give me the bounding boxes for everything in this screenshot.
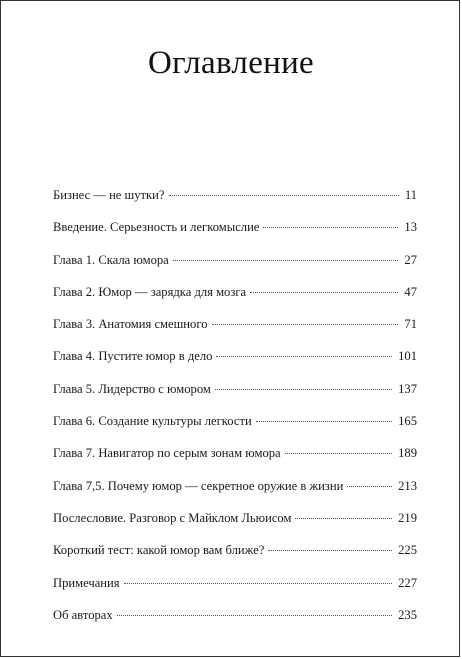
toc-entry-title: Короткий тест: какой юмор вам ближе? bbox=[53, 543, 265, 558]
toc-entry[interactable] bbox=[53, 443, 417, 475]
toc-entry-page-number: 235 bbox=[398, 607, 417, 622]
toc-entry-page-number: 71 bbox=[404, 317, 417, 332]
page-title: Оглавление bbox=[147, 45, 315, 81]
toc-dot-leader bbox=[173, 260, 399, 261]
toc-entry-page-number: 13 bbox=[404, 220, 417, 235]
toc-dot-leader bbox=[216, 356, 392, 357]
toc-entry-title: Глава 2. Юмор — зарядка для мозга bbox=[53, 284, 247, 299]
toc-dot-leader bbox=[285, 453, 392, 454]
toc-dot-leader bbox=[212, 324, 399, 325]
toc-entry-title: Глава 4. Пустите юмор в дело bbox=[53, 349, 213, 364]
toc-entry[interactable] bbox=[53, 411, 417, 443]
toc-entry-title: Бизнес — не шутки? bbox=[53, 188, 165, 202]
toc-entry[interactable] bbox=[53, 250, 417, 282]
toc-entry-page-number: 227 bbox=[398, 575, 417, 590]
toc-entry[interactable] bbox=[53, 314, 417, 346]
toc-dot-leader bbox=[295, 518, 392, 519]
toc-entry[interactable] bbox=[53, 379, 417, 411]
toc-entry-title: Послесловие. Разговор с Майклом Льюисом bbox=[53, 510, 292, 525]
toc-dot-leader bbox=[263, 227, 398, 228]
toc-entry-title: Об авторах bbox=[53, 607, 113, 622]
toc-entry-title: Глава 5. Лидерство с юмором bbox=[53, 381, 211, 396]
toc-entry[interactable] bbox=[53, 605, 417, 637]
toc-entry-page-number: 213 bbox=[398, 478, 417, 493]
toc-entry-title: Введение. Серьезность и легкомыслие bbox=[53, 220, 260, 235]
toc-dot-leader bbox=[169, 195, 399, 196]
toc-entry-page-number: 27 bbox=[404, 252, 417, 267]
toc-entry-title: Глава 7,5. Почему юмор — секретное оружие в жизни bbox=[53, 478, 344, 493]
toc-entry-page-number: 219 bbox=[398, 510, 417, 525]
toc-entry-title: Примечания bbox=[53, 575, 120, 590]
toc-entry-page-number: 101 bbox=[398, 349, 417, 364]
toc-entry-page-number: 189 bbox=[398, 446, 417, 461]
toc-dot-leader bbox=[117, 615, 392, 616]
table-of-contents bbox=[53, 185, 417, 637]
toc-entry-title: Глава 7. Навигатор по серым зонам юмора bbox=[53, 446, 281, 461]
toc-dot-leader bbox=[124, 583, 393, 584]
toc-entry-title: Глава 6. Создание культуры легкости bbox=[53, 414, 252, 429]
toc-dot-leader bbox=[215, 389, 392, 390]
toc-entry-page-number: 47 bbox=[404, 284, 417, 299]
toc-entry[interactable] bbox=[53, 540, 417, 572]
toc-dot-leader bbox=[268, 550, 392, 551]
toc-dot-leader bbox=[347, 486, 392, 487]
toc-entry[interactable] bbox=[53, 573, 417, 605]
toc-entry-page-number: 165 bbox=[398, 414, 417, 429]
toc-entry-page-number: 11 bbox=[404, 188, 417, 202]
toc-dot-leader bbox=[256, 421, 392, 422]
toc-entry[interactable] bbox=[53, 476, 417, 508]
toc-entry-title: Глава 3. Анатомия смешного bbox=[53, 317, 208, 332]
toc-dot-leader bbox=[250, 292, 398, 293]
toc-entry[interactable] bbox=[53, 346, 417, 378]
toc-entry[interactable] bbox=[53, 185, 417, 217]
toc-entry[interactable] bbox=[53, 282, 417, 314]
toc-entry-page-number: 137 bbox=[398, 381, 417, 396]
toc-entry-page-number: 225 bbox=[398, 543, 417, 558]
toc-entry[interactable] bbox=[53, 217, 417, 249]
toc-entry[interactable] bbox=[53, 508, 417, 540]
toc-entry-title: Глава 1. Скала юмора bbox=[53, 252, 169, 267]
